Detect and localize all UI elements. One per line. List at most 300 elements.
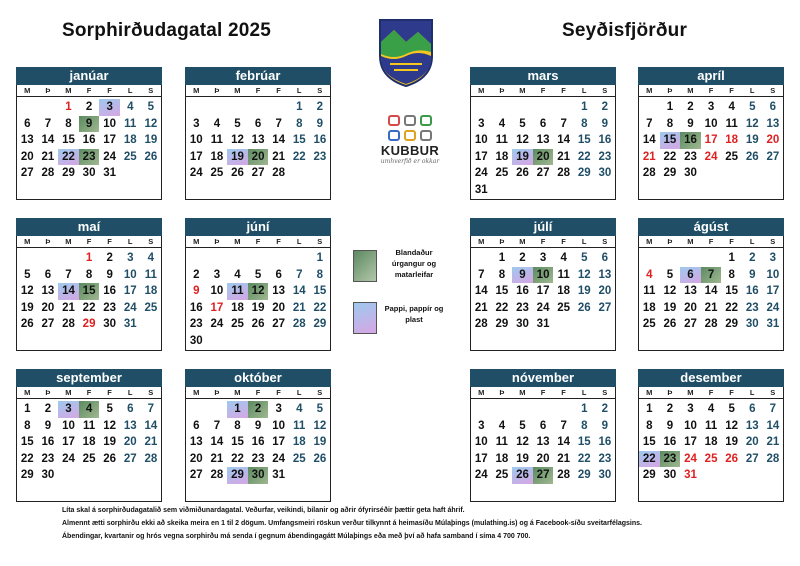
day-cell: 15 [20,436,34,449]
day-paper-plastic-pickup: 9 [512,267,533,284]
day-grid [639,399,783,484]
day-cell: 2 [601,101,609,113]
empty-cell [17,99,38,116]
day-cell: 15 [231,436,244,449]
weekday-label: L [296,86,302,95]
day-cell: 13 [536,436,550,449]
day-cell: 25 [557,301,571,314]
weekday-label: M [193,237,200,246]
day-cell: 19 [144,134,158,147]
weekday-header [470,236,616,248]
weekday-label: F [540,237,546,246]
month-name: apríl [638,67,784,85]
day-cell: 20 [745,436,759,449]
weekday-label: F [561,86,566,95]
weekday-label: F [276,388,281,397]
day-cell: 15 [62,134,75,147]
day-cell: 1 [581,403,588,415]
weekday-label: F [729,86,734,95]
day-cell: 16 [251,436,265,449]
weekday-label: S [602,86,608,95]
day-cell: 30 [598,469,612,482]
weekday-header [638,236,784,248]
day-cell: 22 [231,452,244,465]
footer-line: Ábendingar, kvartanir og hrós vegna sorphirðu má senda í gegnum ábendingagátt Múlaþings eða með því að hafa samband í síma 4 700 700. [62,533,531,540]
day-cell: 3 [193,117,200,130]
weekday-label: M [234,388,241,397]
day-cell: 13 [598,268,612,281]
day-cell: 18 [210,150,224,163]
day-cell: 25 [292,452,306,465]
day-cell: 27 [536,167,550,180]
day-cell: 2 [666,403,674,415]
day-cell: 4 [646,268,653,281]
day-cell: 1 [498,252,506,264]
month-april [638,67,784,200]
day-cell: 8 [85,268,93,281]
day-cell: 10 [474,436,488,449]
day-cell: 7 [147,403,155,415]
day-cell: 3 [213,268,221,281]
empty-cell [471,250,492,267]
day-cell: 6 [275,268,282,281]
day-paper-plastic-pickup: 22 [58,149,79,166]
day-cell: 23 [598,150,612,163]
weekday-label: S [317,388,323,397]
day-cell: 12 [663,285,677,298]
day-cell: 14 [557,436,571,449]
day-mixed-waste-pickup: 20 [248,149,269,166]
day-cell: 27 [251,167,265,180]
day-cell: 23 [189,318,203,331]
day-cell: 20 [536,452,550,465]
empty-cell [533,401,554,418]
weekday-header [470,387,616,399]
weekday-label: F [276,86,281,95]
weekday-label: M [478,237,485,246]
weekday-label: M [24,237,31,246]
day-cell: 24 [103,150,117,163]
day-grid [17,97,161,182]
weekday-header [185,387,331,399]
day-cell: 29 [82,318,96,331]
day-cell: 6 [127,403,134,415]
day-cell: 4 [147,252,155,264]
weekday-label: Þ [667,388,673,397]
weekday-label: Þ [45,86,51,95]
day-cell: 27 [123,452,137,465]
day-cell: 11 [495,436,508,449]
day-cell: 22 [577,150,591,163]
day-cell: 24 [189,167,203,180]
day-mixed-waste-pickup: 9 [79,116,100,133]
day-cell: 20 [766,134,780,147]
day-cell: 1 [316,252,324,264]
day-cell: 28 [474,318,488,331]
weekday-label: M [24,86,31,95]
month-name: nóvember [470,369,616,387]
day-cell: 9 [666,419,674,432]
day-cell: 17 [62,436,75,449]
day-cell: 6 [749,403,756,415]
day-cell: 7 [65,268,72,281]
weekday-label: L [127,237,133,246]
day-cell: 26 [577,301,591,314]
day-cell: 27 [684,318,697,331]
day-cell: 7 [769,403,777,415]
weekday-label: M [687,388,694,397]
day-cell: 4 [560,252,567,264]
day-cell: 10 [684,419,697,432]
weekday-header [470,85,616,97]
day-cell: 2 [316,101,324,113]
day-paper-plastic-pickup: 22 [639,451,660,468]
month-february [185,67,331,200]
day-cell: 3 [769,252,777,264]
day-mixed-waste-pickup: 12 [248,283,269,300]
weekday-header [185,85,331,97]
day-cell: 26 [231,167,244,180]
day-cell: 24 [210,318,224,331]
weekday-label: F [86,237,92,246]
day-cell: 25 [231,318,244,331]
empty-cell [471,99,492,116]
day-cell: 14 [210,436,224,449]
day-cell: 24 [766,301,780,314]
day-cell: 8 [234,419,241,432]
month-november [470,369,616,502]
day-cell: 31 [684,469,697,482]
day-cell: 17 [474,150,488,163]
day-cell: 28 [210,469,224,482]
legend-swatch-mixed-waste [353,250,377,282]
month-january [16,67,162,200]
day-cell: 29 [577,167,591,180]
weekday-label: Þ [214,388,220,397]
day-cell: 21 [41,150,55,163]
day-cell: 27 [745,452,759,465]
empty-cell [58,250,79,267]
weekday-label: F [561,388,566,397]
day-cell: 19 [725,436,739,449]
day-cell: 3 [127,252,134,264]
day-cell: 13 [745,419,759,432]
day-cell: 20 [272,301,286,314]
day-cell: 9 [193,285,200,298]
weekday-label: F [86,388,92,397]
day-cell: 20 [684,301,697,314]
day-cell: 2 [601,403,609,415]
footer-line: Líta skal á sorphirðudagatalið sem viðmiðunardagatal. Veðurfar, veikindi, bilanir og aðrir ófyrirséðir þættir geta haft áhrif. [62,507,465,514]
weekday-label: M [478,86,485,95]
weekday-label: S [770,86,776,95]
day-cell: 21 [292,301,306,314]
day-cell: 12 [144,117,158,130]
weekday-label: S [770,388,776,397]
day-cell: 7 [296,268,303,281]
day-cell: 25 [210,167,224,180]
day-cell: 24 [62,452,75,465]
weekday-header [638,85,784,97]
day-cell: 27 [598,301,612,314]
footer-notes [62,504,782,543]
day-cell: 9 [254,419,262,432]
weekday-label: L [296,237,302,246]
day-cell: 28 [272,167,286,180]
day-cell: 5 [666,268,674,281]
weekday-label: L [127,388,133,397]
day-mixed-waste-pickup: 20 [533,149,554,166]
day-cell: 22 [577,452,591,465]
day-cell: 24 [704,150,718,163]
day-paper-plastic-pickup: 11 [227,283,248,300]
weekday-label: F [107,237,112,246]
day-mixed-waste-pickup: 2 [248,401,269,418]
weekday-label: F [729,237,734,246]
day-cell: 23 [745,301,759,314]
weekday-label: F [107,388,112,397]
day-cell: 13 [123,419,137,432]
day-cell: 16 [313,134,327,147]
empty-cell [186,250,207,267]
day-cell: 17 [704,134,718,147]
day-cell: 21 [210,452,224,465]
day-cell: 23 [41,452,55,465]
day-cell: 18 [123,134,137,147]
weekday-label: M [193,388,200,397]
day-cell: 7 [478,268,485,281]
day-cell: 13 [766,117,780,130]
empty-cell [186,99,207,116]
month-march [470,67,616,200]
empty-cell [639,250,660,267]
day-cell: 7 [560,419,567,432]
day-cell: 16 [82,134,96,147]
day-paper-plastic-pickup: 3 [99,99,120,116]
day-cell: 12 [20,285,34,298]
day-cell: 26 [251,318,265,331]
day-mixed-waste-pickup: 16 [680,132,701,149]
weekday-label: L [581,388,587,397]
day-cell: 17 [536,285,550,298]
day-paper-plastic-pickup: 26 [512,467,533,484]
day-grid [639,97,783,182]
empty-cell [268,99,289,116]
day-cell: 16 [516,285,529,298]
empty-cell [207,250,228,267]
day-cell: 16 [103,285,117,298]
weekday-label: Þ [667,86,673,95]
day-cell: 17 [272,436,286,449]
day-cell: 4 [498,419,506,432]
day-cell: 17 [474,452,488,465]
day-cell: 25 [725,150,739,163]
weekday-header [16,387,162,399]
weekday-label: Þ [499,237,505,246]
empty-cell [553,401,574,418]
day-cell: 14 [41,134,55,147]
day-cell: 19 [20,301,34,314]
weekday-header [16,236,162,248]
day-cell: 28 [766,452,780,465]
weekday-label: M [646,237,653,246]
weekday-label: S [148,237,154,246]
day-cell: 26 [144,150,158,163]
kubbur-name: KUBBUR [380,143,440,158]
day-cell: 23 [516,301,529,314]
day-cell: 9 [749,268,756,281]
day-cell: 19 [663,301,677,314]
day-cell: 16 [745,285,759,298]
day-cell: 5 [519,117,526,130]
day-cell: 26 [516,167,529,180]
day-cell: 23 [598,452,612,465]
day-cell: 30 [663,469,677,482]
day-cell: 1 [646,403,653,415]
weekday-header [16,85,162,97]
weekday-label: F [107,86,112,95]
day-cell: 21 [62,301,75,314]
day-cell: 9 [601,117,609,130]
day-cell: 28 [62,318,75,331]
weekday-label: M [65,388,72,397]
day-cell: 30 [598,167,612,180]
day-cell: 4 [296,403,303,415]
day-cell: 25 [704,452,718,465]
day-cell: 15 [313,285,327,298]
day-cell: 9 [44,419,52,432]
footer-line: Almennt ætti sorphirðu ekki að skeika meira en 1 til 2 dögum. Umfangsmeiri röskun verður tilkynnt á heimasíðu Múlaþings (mulathing.is) og á Facebook-síðu sveitarfélagsins. [62,520,642,527]
day-cell: 24 [684,452,697,465]
weekday-label: F [708,237,714,246]
month-september [16,369,162,502]
day-cell: 30 [189,334,203,347]
day-cell: 30 [41,469,55,482]
empty-cell [701,250,722,267]
weekday-label: M [65,86,72,95]
day-cell: 12 [313,419,327,432]
day-paper-plastic-pickup: 1 [227,401,248,418]
weekday-label: M [519,388,526,397]
day-cell: 9 [106,268,113,281]
day-cell: 6 [539,117,547,130]
weekday-label: Þ [45,388,51,397]
day-cell: 29 [20,469,34,482]
day-mixed-waste-pickup: 15 [79,283,100,300]
day-cell: 14 [272,134,286,147]
empty-cell [553,99,574,116]
day-cell: 20 [41,301,55,314]
day-cell: 24 [272,452,286,465]
day-paper-plastic-pickup: 14 [58,283,79,300]
day-cell: 20 [598,285,612,298]
day-cell: 24 [123,301,137,314]
day-grid [186,248,330,350]
day-cell: 15 [642,436,656,449]
day-paper-plastic-pickup: 19 [227,149,248,166]
day-cell: 15 [292,134,306,147]
day-paper-plastic-pickup: 3 [58,401,79,418]
day-cell: 29 [62,167,75,180]
day-grid [471,399,615,484]
day-cell: 11 [643,285,656,298]
day-cell: 21 [557,150,571,163]
day-cell: 16 [598,134,612,147]
town-name: Seyðisfjörður [562,20,688,41]
day-cell: 8 [728,268,735,281]
day-cell: 15 [577,134,591,147]
day-cell: 21 [557,452,571,465]
day-cell: 29 [577,469,591,482]
day-cell: 12 [577,268,591,281]
day-cell: 13 [684,285,697,298]
day-cell: 3 [707,101,715,113]
day-cell: 12 [231,134,244,147]
day-cell: 18 [495,150,509,163]
day-cell: 11 [82,419,96,432]
day-cell: 21 [144,436,158,449]
day-cell: 21 [272,150,286,163]
day-cell: 21 [704,301,718,314]
month-name: október [185,369,331,387]
day-cell: 6 [254,117,262,130]
weekday-label: Þ [214,86,220,95]
weekday-label: M [65,237,72,246]
day-cell: 27 [41,318,55,331]
empty-cell [207,99,228,116]
weekday-label: S [148,86,154,95]
legend-swatch-paper-plastic [353,302,377,334]
day-cell: 2 [749,252,756,264]
day-cell: 21 [642,150,656,163]
day-cell: 11 [725,117,738,130]
day-cell: 5 [106,403,113,415]
weekday-header [185,236,331,248]
month-name: mars [470,67,616,85]
day-cell: 26 [745,150,759,163]
day-cell: 13 [251,134,265,147]
kubbur-slogan: umhverfið er okkar [380,158,440,165]
weekday-label: M [646,388,653,397]
weekday-label: L [749,237,755,246]
empty-cell [680,250,701,267]
day-cell: 19 [516,452,529,465]
day-cell: 27 [766,150,780,163]
day-cell: 17 [123,285,137,298]
legend-label-mixed-waste: Blandaður úrgangur og matarleifar [391,248,437,279]
day-cell: 10 [189,134,203,147]
day-mixed-waste-pickup: 23 [660,451,681,468]
empty-cell [17,250,38,267]
day-cell: 10 [704,117,718,130]
day-cell: 21 [766,436,780,449]
day-cell: 9 [601,419,609,432]
day-cell: 2 [193,268,200,281]
day-cell: 18 [82,436,96,449]
day-cell: 8 [24,419,31,432]
day-cell: 26 [663,318,677,331]
day-cell: 1 [666,101,674,113]
day-grid [471,97,615,199]
day-mixed-waste-pickup: 23 [79,149,100,166]
day-cell: 18 [292,436,306,449]
day-cell: 5 [316,403,324,415]
coat-of-arms-logo [378,18,434,88]
day-cell: 16 [598,436,612,449]
month-name: desember [638,369,784,387]
day-cell: 24 [536,301,550,314]
empty-cell [248,250,269,267]
